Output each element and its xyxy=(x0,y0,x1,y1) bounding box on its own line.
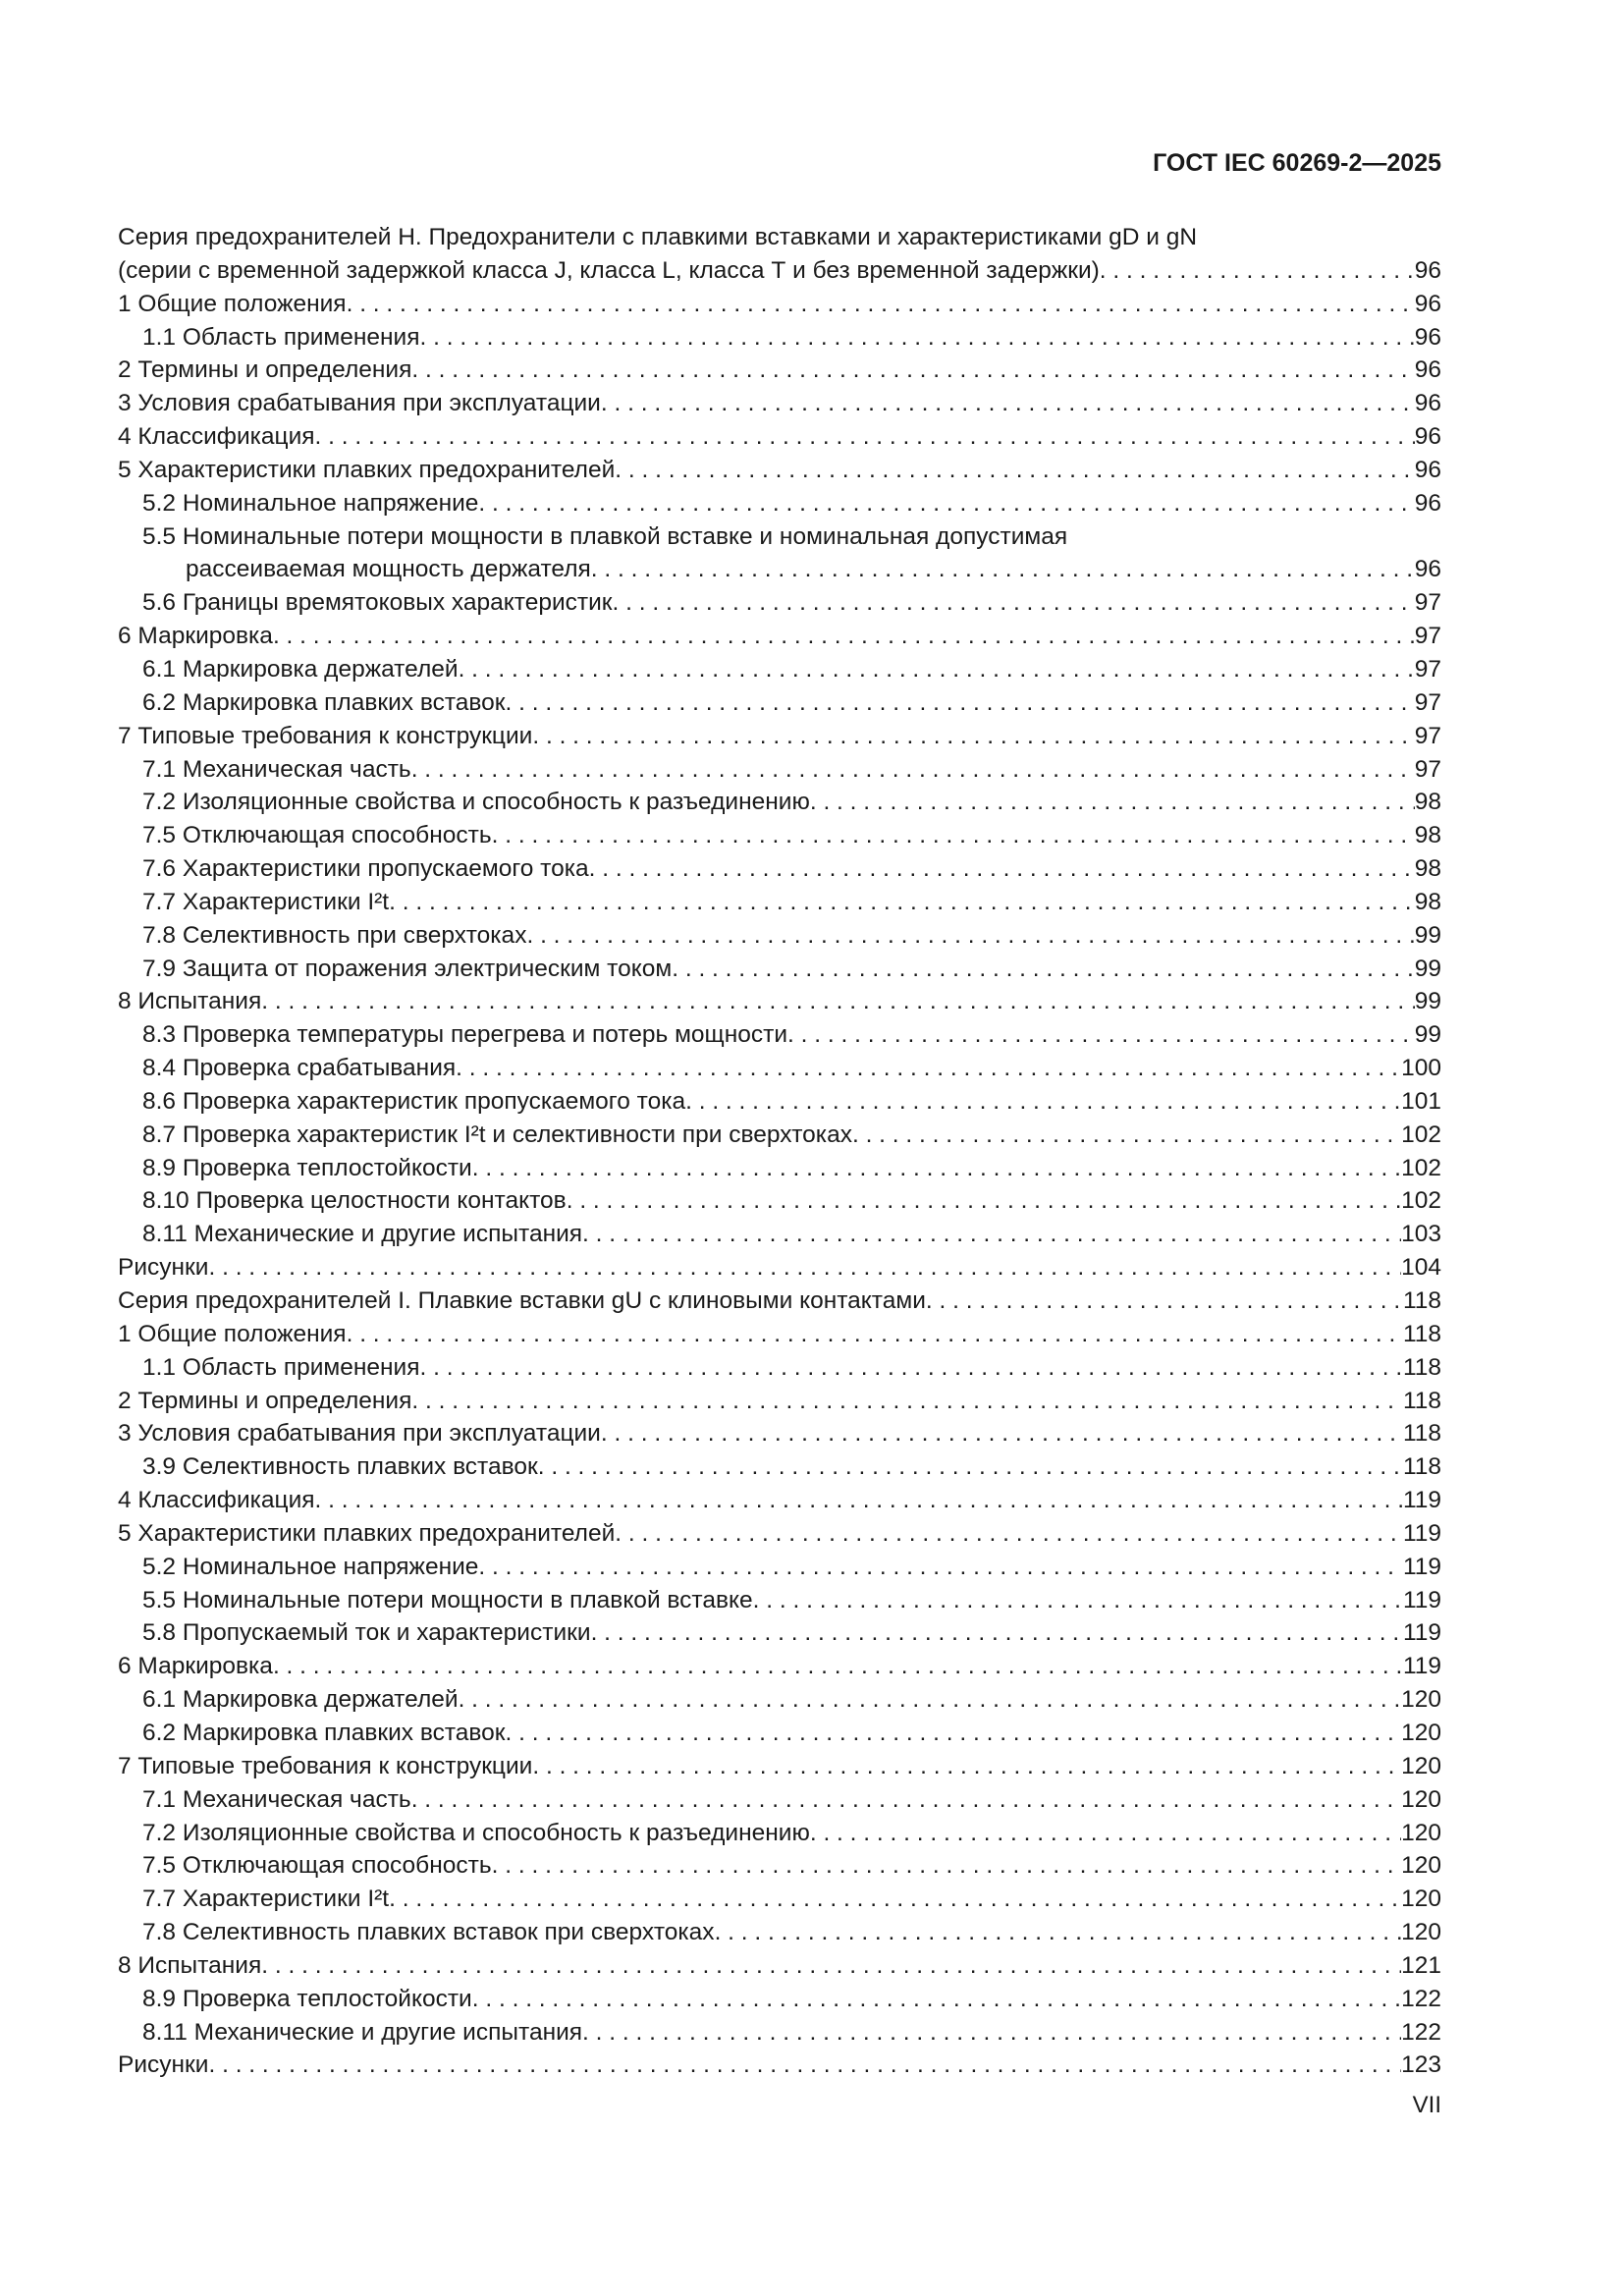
toc-entry-label: 4 Классификация xyxy=(118,1487,315,1514)
toc-entry-label: 7.2 Изоляционные свойства и способность к разъединению xyxy=(142,1819,810,1846)
toc-entry-label: 7.5 Отключающая способность xyxy=(142,1852,492,1880)
toc-entry-label: 8 Испытания xyxy=(118,1951,262,1979)
toc-leader-dots xyxy=(456,1052,1401,1085)
toc-leader-dots xyxy=(411,1385,1403,1418)
toc-leader-dots xyxy=(567,1184,1401,1218)
toc-entry xyxy=(118,1152,1441,1185)
toc-entry xyxy=(118,1119,1441,1152)
toc-entry xyxy=(118,620,1441,653)
toc-entry xyxy=(118,1551,1441,1584)
toc-entry-page: 96 xyxy=(1414,556,1441,583)
toc-leader-dots xyxy=(672,953,1415,986)
toc-entry-label: 6.1 Маркировка держателей xyxy=(142,655,459,683)
toc-entry-label: 7.2 Изоляционные свойства и способность к разъединению xyxy=(142,789,810,816)
toc-entry xyxy=(118,454,1441,487)
toc-entry-page: 119 xyxy=(1402,1653,1441,1680)
toc-entry xyxy=(118,753,1441,787)
toc-entry xyxy=(118,2016,1441,2050)
toc-leader-dots xyxy=(582,1218,1401,1251)
toc-entry-label: 3.9 Селективность плавких вставок xyxy=(142,1453,538,1481)
toc-entry-label: 1.1 Область применения xyxy=(142,1353,420,1381)
toc-leader-dots xyxy=(532,720,1414,753)
document-header: ГОСТ IEC 60269-2—2025 xyxy=(1153,149,1441,177)
toc-leader-dots xyxy=(261,985,1415,1018)
toc-entry-label: 6 Маркировка xyxy=(118,623,273,650)
toc-leader-dots xyxy=(389,1883,1401,1916)
toc-entry xyxy=(118,1584,1441,1617)
toc-leader-dots xyxy=(685,1085,1401,1119)
toc-entry-label: 8.7 Проверка характеристик I²t и селективности при сверхтоках xyxy=(142,1121,852,1148)
toc-entry-page: 98 xyxy=(1414,822,1441,849)
toc-leader-dots xyxy=(589,852,1415,886)
toc-entry-label: 8.9 Проверка теплостойкости xyxy=(142,1154,472,1181)
toc-leader-dots xyxy=(261,1949,1401,1983)
toc-entry xyxy=(118,254,1441,288)
toc-entry-label: 8.9 Проверка теплостойкости xyxy=(142,1985,472,2012)
toc-entry xyxy=(118,520,1441,554)
toc-entry xyxy=(118,852,1441,886)
toc-leader-dots xyxy=(753,1584,1403,1617)
toc-entry xyxy=(118,586,1441,620)
toc-entry xyxy=(118,1018,1441,1052)
toc-entry xyxy=(118,720,1441,753)
toc-entry-label: 5 Характеристики плавких предохранителей xyxy=(118,456,616,483)
toc-entry xyxy=(118,553,1441,586)
toc-entry xyxy=(118,1184,1441,1218)
toc-entry-label: 8.4 Проверка срабатывания xyxy=(142,1055,457,1082)
toc-entry-page: 97 xyxy=(1414,623,1441,650)
toc-entry xyxy=(118,2049,1441,2082)
toc-entry-label: 7.8 Селективность плавких вставок при сверхтоках xyxy=(142,1919,715,1946)
toc-entry-label: 8.11 Механические и другие испытания xyxy=(142,2018,583,2046)
toc-entry xyxy=(118,1650,1441,1683)
toc-entry-page: 99 xyxy=(1414,988,1441,1015)
toc-entry-page: 98 xyxy=(1414,888,1441,915)
toc-entry-label: 7.1 Механическая часть xyxy=(142,1785,411,1813)
toc-entry-page: 102 xyxy=(1401,1187,1441,1215)
toc-entry-page: 104 xyxy=(1401,1254,1441,1282)
toc-leader-dots xyxy=(787,1018,1415,1052)
toc-entry xyxy=(118,1883,1441,1916)
toc-entry-page: 96 xyxy=(1414,489,1441,517)
toc-entry-label: 7.7 Характеристики I²t xyxy=(142,1886,390,1913)
toc-entry-label: 6.2 Маркировка плавких вставок xyxy=(142,1719,506,1746)
toc-leader-dots xyxy=(478,1551,1403,1584)
toc-entry-page: 118 xyxy=(1402,1353,1441,1381)
toc-entry xyxy=(118,1052,1441,1085)
toc-leader-dots xyxy=(526,919,1414,953)
toc-entry-label: 7.8 Селективность при сверхтоках xyxy=(142,921,527,949)
toc-entry-page: 101 xyxy=(1401,1087,1441,1115)
toc-entry-label: 8.3 Проверка температуры перегрева и потерь мощности xyxy=(142,1021,788,1049)
toc-entry xyxy=(118,1783,1441,1817)
toc-leader-dots xyxy=(591,553,1415,586)
toc-leader-dots xyxy=(472,1152,1401,1185)
toc-leader-dots xyxy=(505,686,1414,720)
toc-entry-label: Рисунки xyxy=(118,1254,209,1282)
toc-entry xyxy=(118,953,1441,986)
toc-leader-dots xyxy=(926,1285,1403,1318)
toc-entry-label: 1 Общие положения xyxy=(118,1320,347,1347)
toc-entry-page: 99 xyxy=(1414,921,1441,949)
toc-leader-dots xyxy=(810,786,1415,819)
toc-leader-dots xyxy=(315,1484,1403,1517)
toc-leader-dots xyxy=(208,1251,1401,1285)
toc-entry-label: Рисунки xyxy=(118,2051,209,2079)
toc-entry-label: 3 Условия срабатывания при эксплуатации xyxy=(118,390,601,417)
toc-leader-dots xyxy=(615,454,1414,487)
toc-entry-label: 6 Маркировка xyxy=(118,1653,273,1680)
toc-leader-dots xyxy=(601,387,1415,420)
toc-entry-page: 99 xyxy=(1414,955,1441,982)
toc-entry xyxy=(118,1849,1441,1883)
toc-entry-label: Серия предохранителей H. Предохранители с плавкими вставками и характеристиками gD и gN xyxy=(118,224,1198,250)
toc-entry xyxy=(118,1385,1441,1418)
toc-leader-dots xyxy=(492,819,1415,852)
toc-leader-dots xyxy=(505,1717,1401,1750)
toc-entry xyxy=(118,288,1441,321)
toc-entry xyxy=(118,819,1441,852)
toc-entry-page: 97 xyxy=(1414,755,1441,783)
toc-entry-page: 123 xyxy=(1401,2051,1441,2079)
toc-entry xyxy=(118,420,1441,454)
toc-leader-dots xyxy=(538,1450,1403,1484)
toc-entry-page: 97 xyxy=(1414,688,1441,716)
toc-entry-label: 4 Классификация xyxy=(118,423,315,451)
toc-leader-dots xyxy=(582,2016,1401,2050)
toc-leader-dots xyxy=(411,753,1415,787)
toc-entry-label: Серия предохранителей I. Плавкие вставки gU с клиновыми контактами xyxy=(118,1287,926,1314)
toc-entry xyxy=(118,1417,1441,1450)
toc-entry-page: 118 xyxy=(1402,1453,1441,1481)
toc-leader-dots xyxy=(411,1783,1401,1817)
toc-entry-label: 8.6 Проверка характеристик пропускаемого тока xyxy=(142,1087,686,1115)
toc-entry xyxy=(118,1683,1441,1717)
toc-entry xyxy=(118,354,1441,387)
toc-entry-page: 96 xyxy=(1414,290,1441,317)
toc-entry-page: 103 xyxy=(1401,1221,1441,1248)
toc-entry-label: 5.6 Границы времятоковых характеристик xyxy=(142,589,613,617)
toc-entry xyxy=(118,1916,1441,1949)
toc-leader-dots xyxy=(478,487,1414,520)
toc-entry xyxy=(118,1251,1441,1285)
toc-leader-dots xyxy=(1100,254,1415,288)
toc-entry xyxy=(118,985,1441,1018)
toc-entry-label: 8.10 Проверка целостности контактов xyxy=(142,1187,567,1215)
toc-entry-page: 97 xyxy=(1414,722,1441,749)
toc-entry-page: 122 xyxy=(1401,2018,1441,2046)
toc-leader-dots xyxy=(715,1916,1402,1949)
toc-leader-dots xyxy=(852,1119,1401,1152)
toc-leader-dots xyxy=(532,1750,1401,1783)
toc-entry xyxy=(118,1318,1441,1351)
toc-leader-dots xyxy=(315,420,1415,454)
toc-entry-label: 7 Типовые требования к конструкции xyxy=(118,722,533,749)
toc-entry-page: 120 xyxy=(1401,1686,1441,1714)
toc-entry-label: 5.2 Номинальное напряжение xyxy=(142,1553,479,1580)
toc-leader-dots xyxy=(810,1817,1401,1850)
toc-entry xyxy=(118,1450,1441,1484)
toc-entry-label: 7.6 Характеристики пропускаемого тока xyxy=(142,855,589,883)
toc-entry-page: 120 xyxy=(1401,1785,1441,1813)
toc-entry xyxy=(118,653,1441,686)
toc-leader-dots xyxy=(389,886,1415,919)
toc-leader-dots xyxy=(601,1417,1403,1450)
toc-entry-label: 7.9 Защита от поражения электрическим током xyxy=(142,955,673,982)
toc-entry-page: 102 xyxy=(1401,1121,1441,1148)
toc-entry xyxy=(118,1484,1441,1517)
toc-entry xyxy=(118,1085,1441,1119)
toc-entry-label: 3 Условия срабатывания при эксплуатации xyxy=(118,1420,601,1448)
toc-leader-dots xyxy=(347,288,1415,321)
toc-entry-page: 98 xyxy=(1414,855,1441,883)
toc-entry-page: 119 xyxy=(1402,1619,1441,1647)
toc-entry-page: 99 xyxy=(1414,1021,1441,1049)
toc-entry xyxy=(118,1285,1441,1318)
toc-leader-dots xyxy=(459,1683,1402,1717)
toc-entry-page: 118 xyxy=(1402,1387,1441,1414)
toc-leader-dots xyxy=(273,620,1415,653)
toc-entry-page: 120 xyxy=(1401,1752,1441,1779)
toc-entry xyxy=(118,387,1441,420)
toc-entry-label: 8.11 Механические и другие испытания xyxy=(142,1221,583,1248)
table-of-contents xyxy=(118,221,1441,2082)
toc-entry xyxy=(118,1616,1441,1650)
toc-entry-page: 96 xyxy=(1414,323,1441,351)
toc-entry xyxy=(118,786,1441,819)
toc-entry-page: 120 xyxy=(1401,1919,1441,1946)
toc-entry-page: 96 xyxy=(1414,390,1441,417)
toc-entry-page: 118 xyxy=(1402,1420,1441,1448)
toc-entry-label: 7.1 Механическая часть xyxy=(142,755,411,783)
toc-entry xyxy=(118,321,1441,355)
toc-entry-page: 97 xyxy=(1414,655,1441,683)
toc-entry xyxy=(118,1817,1441,1850)
toc-entry-page: 120 xyxy=(1401,1886,1441,1913)
toc-entry-label: 7 Типовые требования к конструкции xyxy=(118,1752,533,1779)
toc-entry xyxy=(118,919,1441,953)
toc-entry xyxy=(118,1983,1441,2016)
toc-entry-page: 96 xyxy=(1414,256,1441,284)
toc-entry xyxy=(118,1750,1441,1783)
toc-entry-page: 102 xyxy=(1401,1154,1441,1181)
toc-entry-page: 120 xyxy=(1401,1719,1441,1746)
toc-entry xyxy=(118,1218,1441,1251)
toc-leader-dots xyxy=(472,1983,1401,2016)
toc-entry-label: рассеиваемая мощность держателя xyxy=(186,556,591,583)
toc-entry-page: 122 xyxy=(1401,1985,1441,2012)
toc-entry-page: 120 xyxy=(1401,1819,1441,1846)
toc-leader-dots xyxy=(411,354,1414,387)
toc-entry-label: 2 Термины и определения xyxy=(118,1387,412,1414)
toc-entry-label: 1 Общие положения xyxy=(118,290,347,317)
toc-leader-dots xyxy=(615,1517,1403,1551)
toc-entry-label: 5.8 Пропускаемый ток и характеристики xyxy=(142,1619,591,1647)
toc-leader-dots xyxy=(347,1318,1403,1351)
toc-entry-page: 119 xyxy=(1402,1553,1441,1580)
toc-entry-label: 5.5 Номинальные потери мощности в плавкой вставке и номинальная допустимая xyxy=(142,522,1068,550)
toc-entry xyxy=(118,1949,1441,1983)
toc-leader-dots xyxy=(420,1351,1403,1385)
toc-entry xyxy=(118,886,1441,919)
toc-entry-page: 118 xyxy=(1402,1287,1441,1314)
toc-entry-label: 5 Характеристики плавких предохранителей xyxy=(118,1519,616,1547)
toc-leader-dots xyxy=(613,586,1415,620)
toc-entry-page: 121 xyxy=(1401,1951,1441,1979)
toc-entry xyxy=(118,221,1441,254)
toc-entry-label: (серии с временной задержкой класса J, класса L, класса Т и без временной задержки) xyxy=(118,256,1100,284)
toc-entry xyxy=(118,1351,1441,1385)
toc-entry-page: 98 xyxy=(1414,789,1441,816)
toc-entry-label: 7.5 Отключающая способность xyxy=(142,822,492,849)
toc-entry-page: 119 xyxy=(1402,1487,1441,1514)
toc-entry xyxy=(118,686,1441,720)
toc-entry-label: 8 Испытания xyxy=(118,988,262,1015)
toc-entry-page: 100 xyxy=(1401,1055,1441,1082)
toc-entry-label: 5.2 Номинальное напряжение xyxy=(142,489,479,517)
toc-entry xyxy=(118,1717,1441,1750)
toc-entry-label: 6.2 Маркировка плавких вставок xyxy=(142,688,506,716)
toc-entry-page: 120 xyxy=(1401,1852,1441,1880)
toc-leader-dots xyxy=(492,1849,1402,1883)
toc-entry-label: 2 Термины и определения xyxy=(118,356,412,384)
toc-entry-page: 96 xyxy=(1414,356,1441,384)
toc-leader-dots xyxy=(420,321,1415,355)
toc-leader-dots xyxy=(591,1616,1403,1650)
toc-entry xyxy=(118,487,1441,520)
toc-entry-page: 119 xyxy=(1402,1586,1441,1613)
toc-entry-page: 96 xyxy=(1414,456,1441,483)
toc-entry-page: 96 xyxy=(1414,423,1441,451)
toc-leader-dots xyxy=(273,1650,1403,1683)
toc-leader-dots xyxy=(459,653,1415,686)
toc-entry-label: 1.1 Область применения xyxy=(142,323,420,351)
toc-entry xyxy=(118,1517,1441,1551)
toc-entry-page: 97 xyxy=(1414,589,1441,617)
page-number: VII xyxy=(1412,2092,1441,2118)
toc-leader-dots xyxy=(208,2049,1401,2082)
toc-entry-page: 118 xyxy=(1402,1320,1441,1347)
toc-entry-page: 119 xyxy=(1402,1519,1441,1547)
toc-entry-label: 5.5 Номинальные потери мощности в плавкой вставке xyxy=(142,1586,753,1613)
toc-entry-label: 7.7 Характеристики I²t xyxy=(142,888,390,915)
toc-entry-label: 6.1 Маркировка держателей xyxy=(142,1686,459,1714)
